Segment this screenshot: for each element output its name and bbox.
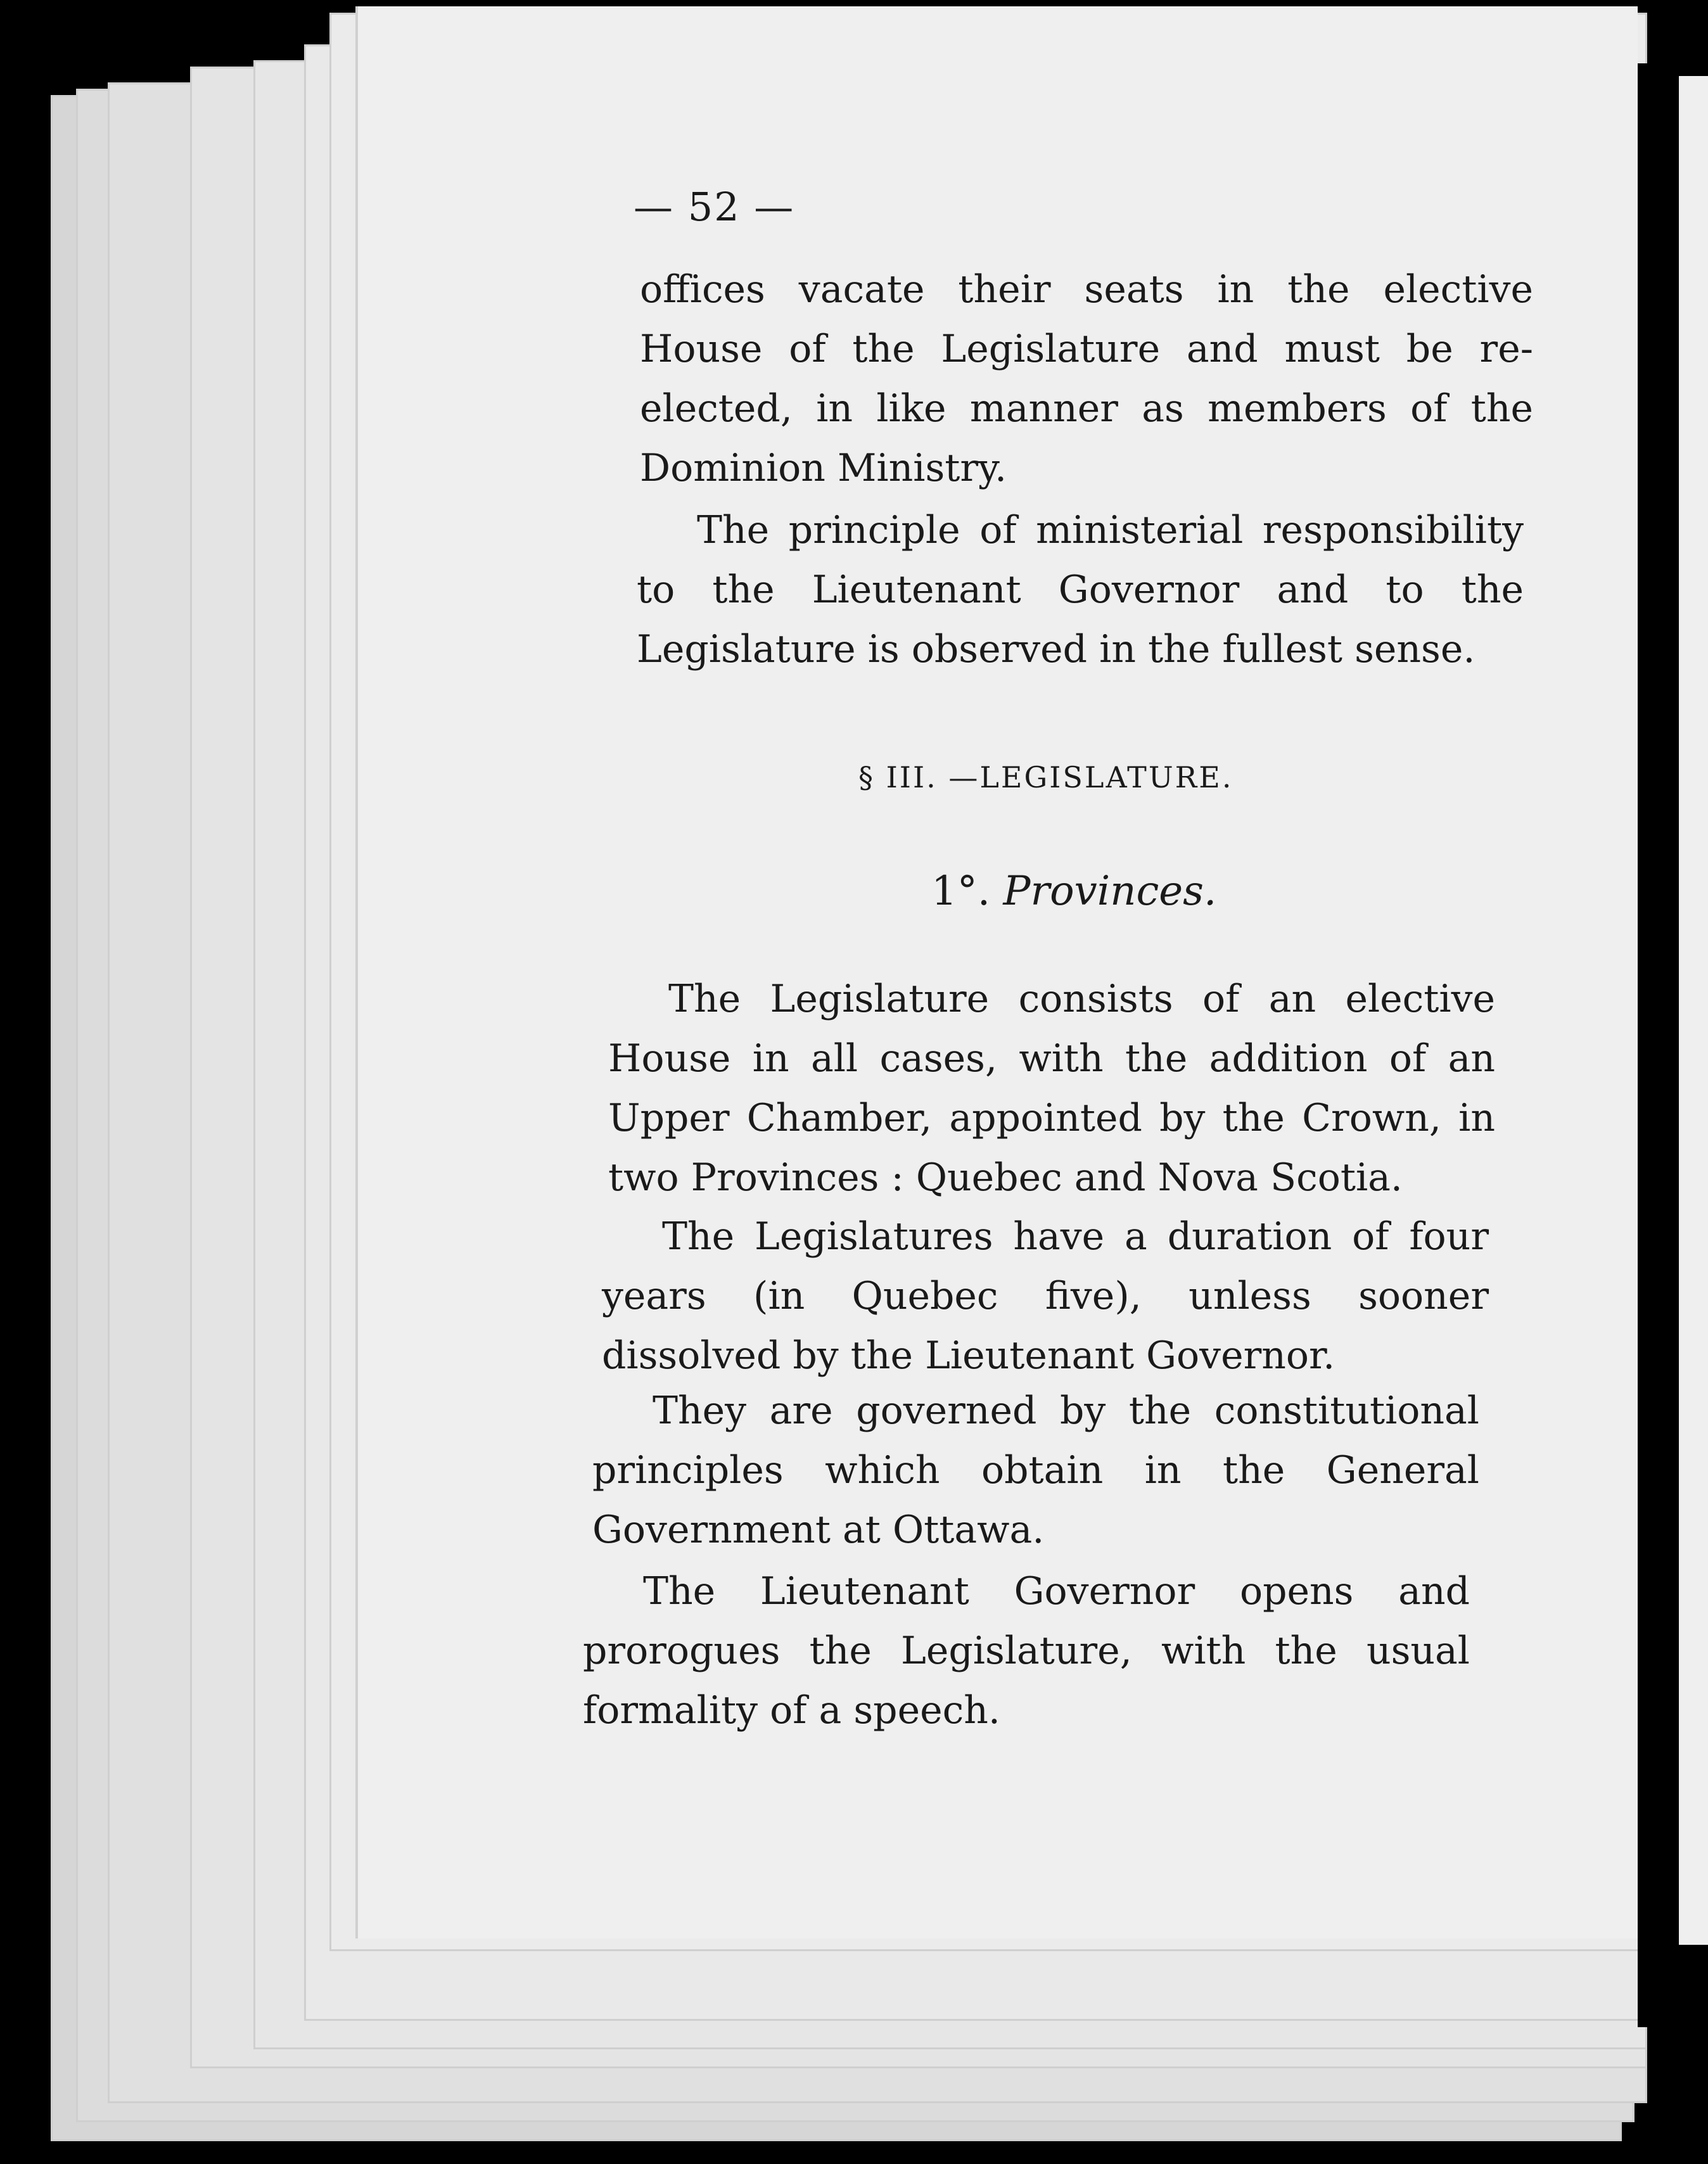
subheading-title: Provinces. bbox=[1003, 868, 1217, 915]
paragraph-duration: The Legislatures have a duration of four years (in Quebec five), unless sooner dissolved by the Lieutenant Governor. bbox=[602, 1214, 1489, 1378]
paragraph-ministerial-responsibility: The principle of ministerial responsibility to the Lieutenant Governor and to the Legislature is observed in the fullest sense. bbox=[637, 508, 1524, 671]
section-heading: § III. —LEGISLATURE. bbox=[858, 760, 1233, 794]
facing-page-edge bbox=[1679, 76, 1708, 1945]
paragraph-opening-proroguing: The Lieutenant Governor opens and prorogues the Legislature, with the usual formality of a speech. bbox=[583, 1569, 1470, 1733]
paragraph-legislature-composition: The Legislature consists of an elective House in all cases, with the addition of an Upper Chamber, appointed by the Crown, in two Provinces : Quebec and Nova Scotia. bbox=[608, 977, 1495, 1200]
paragraph-governing-principles: They are governed by the constitutional principles which obtain in the General Government at Ottawa. bbox=[592, 1389, 1479, 1552]
page-number: — 52 — bbox=[634, 184, 795, 230]
subheading bbox=[931, 868, 1216, 915]
paragraph-offices: offices vacate their seats in the elective House of the Legislature and must be re-elected, in like manner as members of the Dominion Ministry. bbox=[640, 267, 1533, 490]
subheading-number: 1°. bbox=[931, 868, 991, 915]
